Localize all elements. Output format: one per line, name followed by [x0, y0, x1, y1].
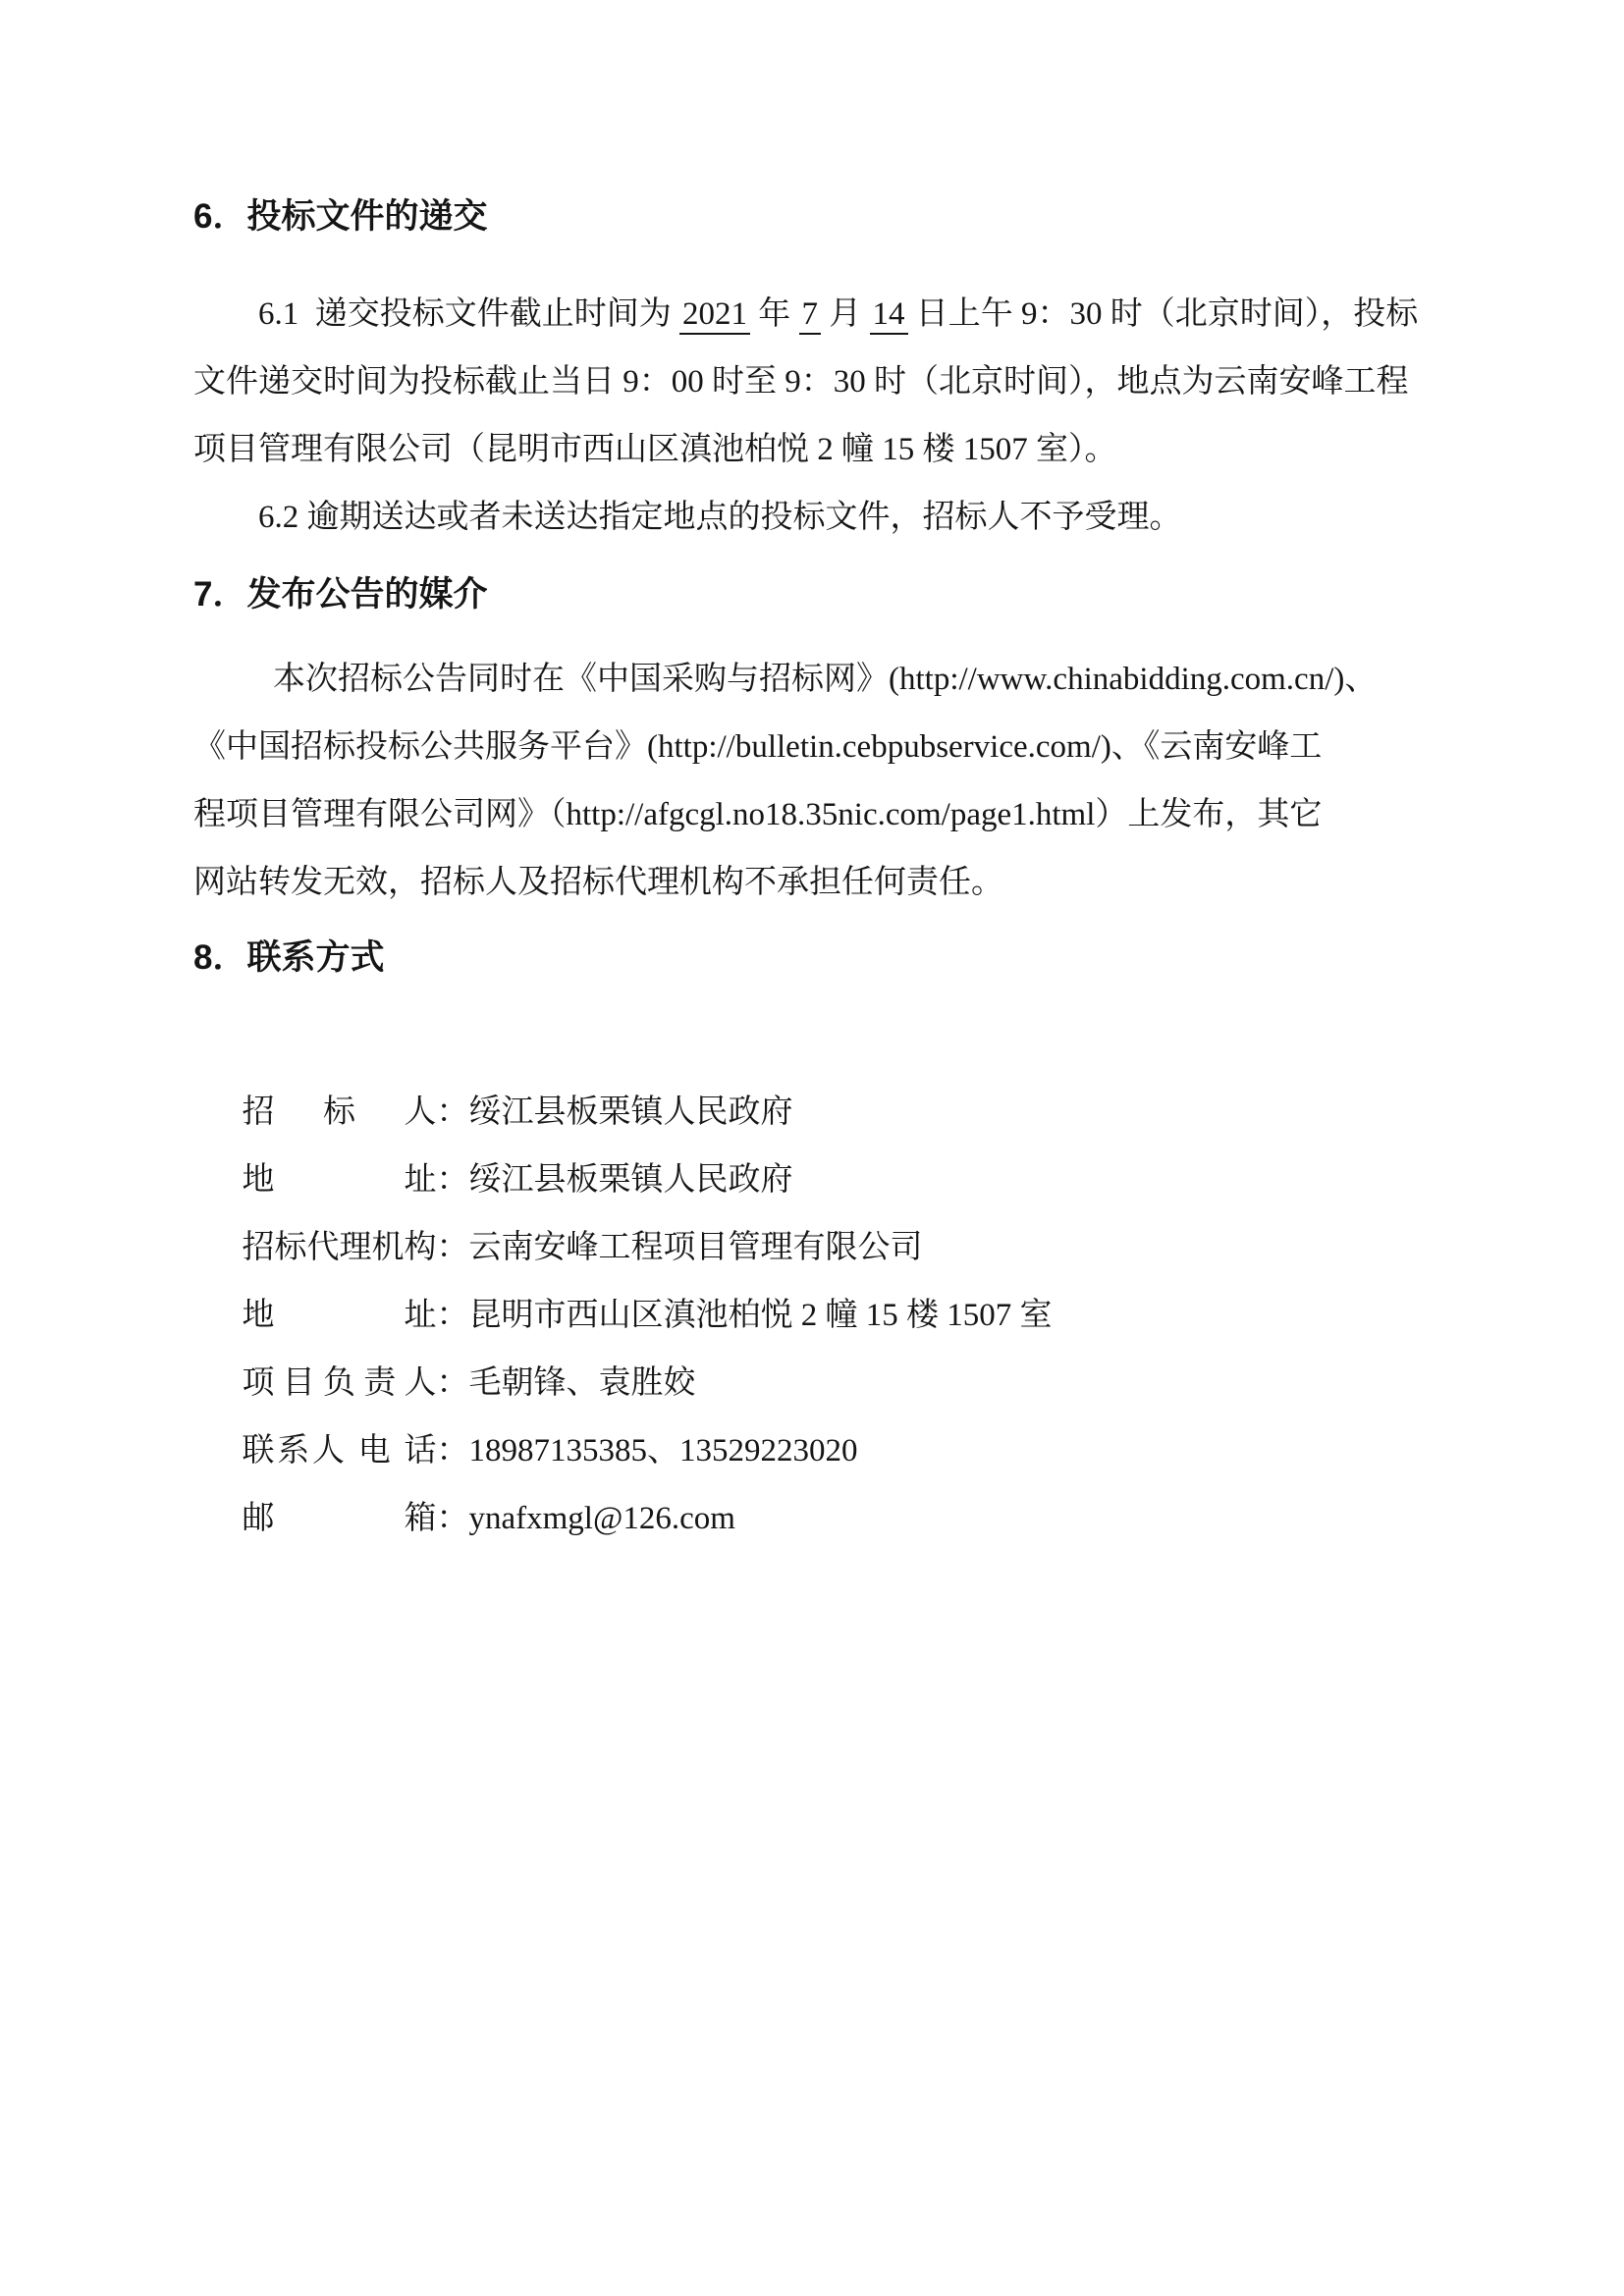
underlined-date-part: 2021 [679, 296, 750, 335]
contact-colon: ： [436, 1433, 469, 1468]
paragraph-7-line-2: 《中国招标投标公共服务平台》(http://bulletin.cebpubservice.com/)、《云南安峰工 [193, 729, 1323, 765]
contact-label: 联系人 电 话 [242, 1433, 437, 1468]
section-6-heading: 6．投标文件的递交 [193, 197, 488, 236]
contact-value: 18987135385、13529223020 [468, 1433, 858, 1468]
paragraph-6-1-line-3: 项目管理有限公司（昆明市西山区滇池柏悦 2 幢 15 楼 1507 室）。 [193, 432, 1117, 467]
contact-colon: ： [436, 1365, 469, 1401]
contact-colon: ： [436, 1095, 469, 1130]
contact-value: ynafxmgl@126.com [468, 1501, 735, 1536]
contact-colon: ： [436, 1501, 469, 1536]
paragraph-6-2-line-1: 6.2 逾期送达或者未送达指定地点的投标文件，招标人不予受理。 [258, 500, 1182, 535]
contact-label: 招标代理机构 [242, 1230, 437, 1265]
contact-colon: ： [436, 1230, 469, 1265]
contact-list [193, 1011, 1470, 1536]
paragraph-6-2 [193, 484, 1470, 552]
section-8-heading: 8．联系方式 [193, 938, 385, 977]
paragraph-7-line-4: 网站转发无效，招标人及招标代理机构不承担任何责任。 [193, 865, 1003, 900]
paragraph-6-1-line-2: 文件递交时间为投标截止当日 9：00 时至 9：30 时（北京时间），地点为云南安峰工程 [193, 364, 1409, 400]
contact-value: 毛朝锋、袁胜姣 [468, 1365, 696, 1401]
underlined-date-part: 14 [870, 296, 908, 335]
underlined-date-part: 7 [799, 296, 822, 335]
paragraph-7-line-3: 程项目管理有限公司网》（http://afgcgl.no18.35nic.com/page1.html）上发布，其它 [193, 797, 1323, 832]
contact-row-tenderee [193, 1011, 1470, 1130]
text-segment: 月 [821, 296, 870, 332]
section-7-heading: 7．发布公告的媒介 [193, 575, 488, 614]
contact-label: 地 址 [242, 1298, 437, 1333]
paragraph-6-1 [193, 281, 1470, 484]
contact-label: 邮 箱 [242, 1501, 437, 1536]
text-segment: 年 [750, 296, 799, 332]
contact-value: 云南安峰工程项目管理有限公司 [468, 1230, 923, 1265]
contact-value: 绥江县板栗镇人民政府 [468, 1095, 793, 1130]
contact-label: 地 址 [242, 1162, 437, 1198]
contact-value: 昆明市西山区滇池柏悦 2 幢 15 楼 1507 室 [468, 1298, 1053, 1333]
paragraph-7-line-1: 本次招标公告同时在《中国采购与招标网》(http://www.chinabidding.com.cn/)、 [273, 662, 1378, 697]
paragraph-6-1-line-1 [193, 281, 1470, 348]
contact-colon: ： [436, 1298, 469, 1333]
paragraph-7 [193, 646, 1470, 917]
contact-label: 项目负责人 [242, 1365, 437, 1401]
contact-colon: ： [436, 1162, 469, 1198]
contact-value: 绥江县板栗镇人民政府 [468, 1162, 793, 1198]
text-segment: 6.1 递交投标文件截止时间为 [258, 296, 679, 332]
contact-label: 招 标 人 [242, 1095, 437, 1130]
text-segment: 日上午 9：30 时（北京时间），投标 [907, 296, 1419, 332]
